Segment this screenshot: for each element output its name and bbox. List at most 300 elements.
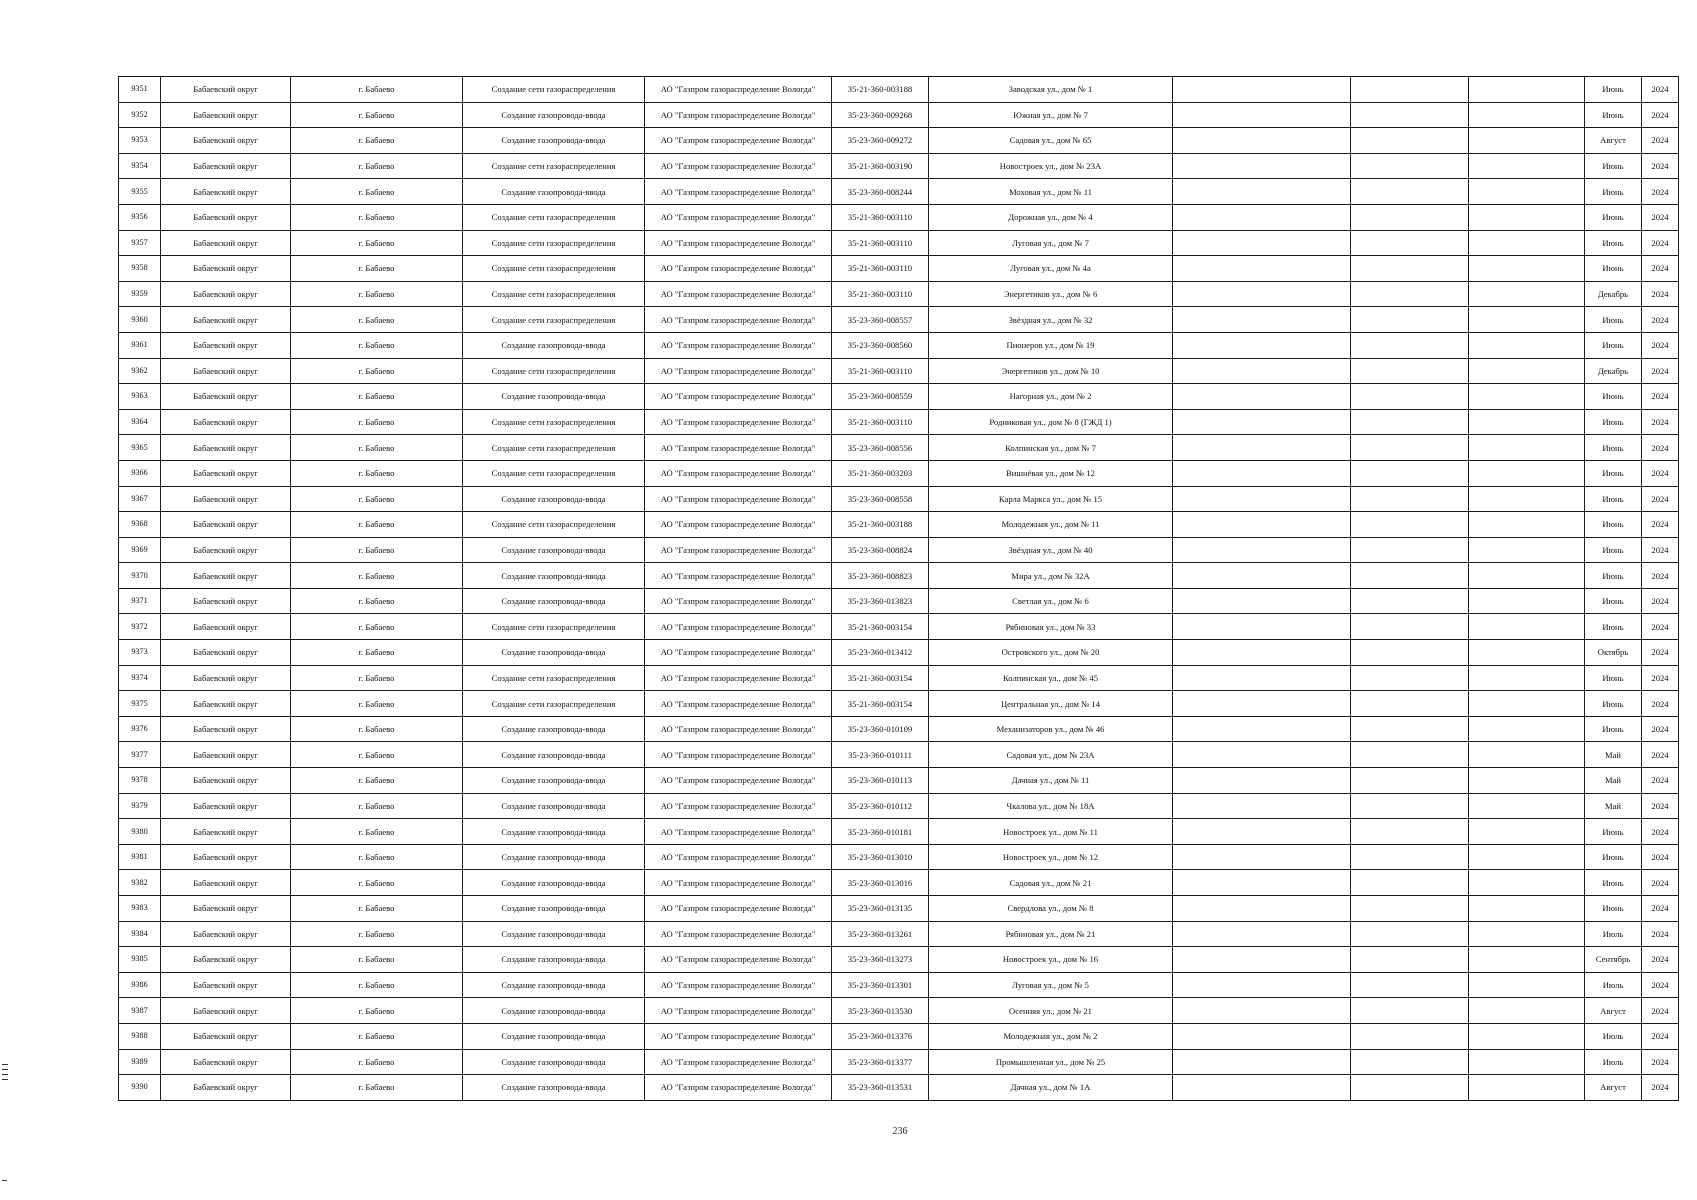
cadastral-number-cell: 35-23-360-008823 [832,563,929,589]
cadastral-number-cell: 35-23-360-010113 [832,768,929,794]
address-cell: Карла Маркса ул., дом № 15 [929,486,1173,512]
company-cell: АО "Газпром газораспределение Вологда" [645,972,832,998]
empty-cell [1173,972,1351,998]
table-row [119,972,1679,998]
empty-cell [1469,435,1585,461]
empty-cell [1469,409,1585,435]
row-number: 9373 [119,640,161,666]
year-cell: 2024 [1642,230,1679,256]
address-cell: Промышленная ул., дом № 25 [929,1049,1173,1075]
empty-cell [1173,844,1351,870]
year-cell: 2024 [1642,435,1679,461]
company-cell: АО "Газпром газораспределение Вологда" [645,256,832,282]
work-type-cell: Создание сети газораспределения [463,691,645,717]
table-row [119,409,1679,435]
work-type-cell: Создание газопровода-ввода [463,716,645,742]
table-row [119,947,1679,973]
table-row [119,665,1679,691]
town-cell: г. Бабаево [291,384,463,410]
cadastral-number-cell: 35-23-360-013261 [832,921,929,947]
work-type-cell: Создание газопровода-ввода [463,793,645,819]
work-type-cell: Создание сети газораспределения [463,307,645,333]
empty-cell [1351,435,1469,461]
empty-cell [1351,256,1469,282]
address-cell: Родниковая ул., дом № 8 (ГЖД 1) [929,409,1173,435]
town-cell: г. Бабаево [291,358,463,384]
work-type-cell: Создание газопровода-ввода [463,588,645,614]
district-cell: Бабаевский округ [161,665,291,691]
empty-cell [1469,102,1585,128]
town-cell: г. Бабаево [291,204,463,230]
empty-cell [1173,409,1351,435]
table-row [119,563,1679,589]
town-cell: г. Бабаево [291,896,463,922]
address-cell: Чкалова ул., дом № 18А [929,793,1173,819]
month-cell: Июнь [1585,409,1642,435]
company-cell: АО "Газпром газораспределение Вологда" [645,665,832,691]
year-cell: 2024 [1642,921,1679,947]
address-cell: Дачная ул., дом № 11 [929,768,1173,794]
district-cell: Бабаевский округ [161,716,291,742]
empty-cell [1173,716,1351,742]
row-number: 9376 [119,716,161,742]
cadastral-number-cell: 35-21-360-003110 [832,409,929,435]
empty-cell [1351,1075,1469,1101]
empty-cell [1469,588,1585,614]
cadastral-number-cell: 35-23-360-010112 [832,793,929,819]
work-type-cell: Создание газопровода-ввода [463,947,645,973]
empty-cell [1469,153,1585,179]
company-cell: АО "Газпром газораспределение Вологда" [645,1023,832,1049]
address-cell: Луговая ул., дом № 7 [929,230,1173,256]
empty-cell [1173,768,1351,794]
address-cell: Садовая ул., дом № 23А [929,742,1173,768]
row-number: 9379 [119,793,161,819]
empty-cell [1469,896,1585,922]
row-number: 9357 [119,230,161,256]
address-cell: Луговая ул., дом № 5 [929,972,1173,998]
cadastral-number-cell: 35-23-360-008560 [832,332,929,358]
page-number: 236 [892,1126,908,1137]
month-cell: Декабрь [1585,358,1642,384]
empty-cell [1351,819,1469,845]
year-cell: 2024 [1642,77,1679,103]
empty-cell [1351,716,1469,742]
month-cell: Май [1585,768,1642,794]
town-cell: г. Бабаево [291,563,463,589]
empty-cell [1351,921,1469,947]
row-number: 9387 [119,998,161,1024]
company-cell: АО "Газпром газораспределение Вологда" [645,691,832,717]
empty-cell [1351,691,1469,717]
address-cell: Садовая ул., дом № 21 [929,870,1173,896]
row-number: 9365 [119,435,161,461]
table-row [119,819,1679,845]
row-number: 9377 [119,742,161,768]
cadastral-number-cell: 35-23-360-013376 [832,1023,929,1049]
empty-cell [1173,640,1351,666]
empty-cell [1173,256,1351,282]
empty-cell [1469,665,1585,691]
year-cell: 2024 [1642,486,1679,512]
empty-cell [1469,870,1585,896]
cadastral-number-cell: 35-21-360-003110 [832,256,929,282]
empty-cell [1173,614,1351,640]
company-cell: АО "Газпром газораспределение Вологда" [645,153,832,179]
month-cell: Июнь [1585,870,1642,896]
address-cell: Дорожная ул., дом № 4 [929,204,1173,230]
empty-cell [1469,256,1585,282]
empty-cell [1351,588,1469,614]
district-cell: Бабаевский округ [161,128,291,154]
year-cell: 2024 [1642,716,1679,742]
empty-cell [1173,921,1351,947]
town-cell: г. Бабаево [291,870,463,896]
empty-cell [1351,460,1469,486]
month-cell: Июнь [1585,435,1642,461]
work-type-cell: Создание газопровода-ввода [463,1075,645,1101]
empty-cell [1173,512,1351,538]
empty-cell [1469,691,1585,717]
month-cell: Июнь [1585,384,1642,410]
work-type-cell: Создание сети газораспределения [463,358,645,384]
row-number: 9388 [119,1023,161,1049]
address-cell: Колпинская ул., дом № 7 [929,435,1173,461]
empty-cell [1173,537,1351,563]
company-cell: АО "Газпром газораспределение Вологда" [645,460,832,486]
empty-cell [1173,691,1351,717]
empty-cell [1173,742,1351,768]
town-cell: г. Бабаево [291,409,463,435]
empty-cell [1469,819,1585,845]
address-cell: Моховая ул., дом № 11 [929,179,1173,205]
address-cell: Механизаторов ул., дом № 46 [929,716,1173,742]
work-type-cell: Создание сети газораспределения [463,77,645,103]
empty-cell [1469,281,1585,307]
company-cell: АО "Газпром газораспределение Вологда" [645,358,832,384]
district-cell: Бабаевский округ [161,998,291,1024]
cadastral-number-cell: 35-23-360-010181 [832,819,929,845]
work-type-cell: Создание газопровода-ввода [463,819,645,845]
town-cell: г. Бабаево [291,332,463,358]
cadastral-number-cell: 35-23-360-009268 [832,102,929,128]
town-cell: г. Бабаево [291,153,463,179]
table-row [119,384,1679,410]
cadastral-number-cell: 35-21-360-003110 [832,358,929,384]
year-cell: 2024 [1642,281,1679,307]
cadastral-number-cell: 35-23-360-010111 [832,742,929,768]
row-number: 9372 [119,614,161,640]
empty-cell [1173,870,1351,896]
town-cell: г. Бабаево [291,512,463,538]
month-cell: Сентябрь [1585,947,1642,973]
town-cell: г. Бабаево [291,256,463,282]
cadastral-number-cell: 35-23-360-008559 [832,384,929,410]
district-cell: Бабаевский округ [161,742,291,768]
cadastral-number-cell: 35-21-360-003188 [832,512,929,538]
empty-cell [1469,332,1585,358]
district-cell: Бабаевский округ [161,921,291,947]
town-cell: г. Бабаево [291,588,463,614]
company-cell: АО "Газпром газораспределение Вологда" [645,384,832,410]
empty-cell [1351,77,1469,103]
address-cell: Энергетиков ул., дом № 10 [929,358,1173,384]
empty-cell [1351,486,1469,512]
table-row [119,256,1679,282]
table-row [119,588,1679,614]
year-cell: 2024 [1642,256,1679,282]
empty-cell [1351,896,1469,922]
month-cell: Июнь [1585,588,1642,614]
address-cell: Дачная ул., дом № 1А [929,1075,1173,1101]
address-cell: Звёздная ул., дом № 32 [929,307,1173,333]
empty-cell [1173,204,1351,230]
year-cell: 2024 [1642,742,1679,768]
district-cell: Бабаевский округ [161,614,291,640]
month-cell: Июнь [1585,204,1642,230]
table-row [119,1049,1679,1075]
cadastral-number-cell: 35-21-360-003190 [832,153,929,179]
town-cell: г. Бабаево [291,947,463,973]
table-row [119,998,1679,1024]
town-cell: г. Бабаево [291,742,463,768]
table-row [119,179,1679,205]
district-cell: Бабаевский округ [161,1075,291,1101]
year-cell: 2024 [1642,768,1679,794]
cadastral-number-cell: 35-21-360-003154 [832,614,929,640]
work-type-cell: Создание газопровода-ввода [463,1049,645,1075]
company-cell: АО "Газпром газораспределение Вологда" [645,102,832,128]
year-cell: 2024 [1642,614,1679,640]
table-row [119,844,1679,870]
cadastral-number-cell: 35-23-360-008824 [832,537,929,563]
year-cell: 2024 [1642,819,1679,845]
address-cell: Центральная ул., дом № 14 [929,691,1173,717]
address-cell: Южная ул., дом № 7 [929,102,1173,128]
empty-cell [1351,563,1469,589]
address-cell: Островского ул., дом № 20 [929,640,1173,666]
schedule-table [118,76,1679,1101]
row-number: 9385 [119,947,161,973]
town-cell: г. Бабаево [291,1049,463,1075]
row-number: 9352 [119,102,161,128]
work-type-cell: Создание газопровода-ввода [463,486,645,512]
row-number: 9354 [119,153,161,179]
district-cell: Бабаевский округ [161,435,291,461]
empty-cell [1469,537,1585,563]
table-row [119,486,1679,512]
year-cell: 2024 [1642,691,1679,717]
month-cell: Июнь [1585,332,1642,358]
town-cell: г. Бабаево [291,537,463,563]
empty-cell [1173,998,1351,1024]
company-cell: АО "Газпром газораспределение Вологда" [645,409,832,435]
empty-cell [1469,128,1585,154]
empty-cell [1469,614,1585,640]
district-cell: Бабаевский округ [161,102,291,128]
cadastral-number-cell: 35-23-360-010109 [832,716,929,742]
cadastral-number-cell: 35-23-360-013531 [832,1075,929,1101]
month-cell: Июнь [1585,896,1642,922]
company-cell: АО "Газпром газораспределение Вологда" [645,998,832,1024]
work-type-cell: Создание газопровода-ввода [463,384,645,410]
empty-cell [1173,230,1351,256]
address-cell: Мира ул., дом № 32А [929,563,1173,589]
empty-cell [1469,921,1585,947]
address-cell: Колпинская ул., дом № 45 [929,665,1173,691]
row-number: 9360 [119,307,161,333]
year-cell: 2024 [1642,537,1679,563]
district-cell: Бабаевский округ [161,384,291,410]
company-cell: АО "Газпром газораспределение Вологда" [645,896,832,922]
row-number: 9367 [119,486,161,512]
empty-cell [1351,972,1469,998]
month-cell: Июнь [1585,563,1642,589]
address-cell: Нагорная ул., дом № 2 [929,384,1173,410]
table-row [119,307,1679,333]
row-number: 9383 [119,896,161,922]
table-row [119,793,1679,819]
work-type-cell: Создание сети газораспределения [463,409,645,435]
company-cell: АО "Газпром газораспределение Вологда" [645,281,832,307]
year-cell: 2024 [1642,563,1679,589]
empty-cell [1173,384,1351,410]
empty-cell [1469,742,1585,768]
table-row [119,128,1679,154]
cadastral-number-cell: 35-21-360-003110 [832,281,929,307]
empty-cell [1173,102,1351,128]
table-row [119,742,1679,768]
empty-cell [1351,102,1469,128]
company-cell: АО "Газпром газораспределение Вологда" [645,179,832,205]
address-cell: Осенняя ул., дом № 21 [929,998,1173,1024]
empty-cell [1351,870,1469,896]
work-type-cell: Создание сети газораспределения [463,512,645,538]
empty-cell [1469,1049,1585,1075]
table-row [119,691,1679,717]
month-cell: Июнь [1585,230,1642,256]
empty-cell [1173,486,1351,512]
empty-cell [1469,204,1585,230]
district-cell: Бабаевский округ [161,307,291,333]
row-number: 9356 [119,204,161,230]
empty-cell [1351,1023,1469,1049]
empty-cell [1351,537,1469,563]
row-number: 9369 [119,537,161,563]
year-cell: 2024 [1642,460,1679,486]
cadastral-number-cell: 35-23-360-008244 [832,179,929,205]
month-cell: Июль [1585,1023,1642,1049]
empty-cell [1351,153,1469,179]
empty-cell [1351,844,1469,870]
year-cell: 2024 [1642,972,1679,998]
row-number: 9374 [119,665,161,691]
year-cell: 2024 [1642,998,1679,1024]
cadastral-number-cell: 35-23-360-013135 [832,896,929,922]
town-cell: г. Бабаево [291,665,463,691]
company-cell: АО "Газпром газораспределение Вологда" [645,230,832,256]
district-cell: Бабаевский округ [161,281,291,307]
empty-cell [1469,998,1585,1024]
empty-cell [1173,1049,1351,1075]
empty-cell [1351,742,1469,768]
address-cell: Энергетиков ул., дом № 6 [929,281,1173,307]
table-row [119,1023,1679,1049]
row-number: 9361 [119,332,161,358]
town-cell: г. Бабаево [291,460,463,486]
empty-cell [1173,896,1351,922]
cadastral-number-cell: 35-23-360-013016 [832,870,929,896]
empty-cell [1173,77,1351,103]
month-cell: Июнь [1585,614,1642,640]
company-cell: АО "Газпром газораспределение Вологда" [645,128,832,154]
row-number: 9389 [119,1049,161,1075]
district-cell: Бабаевский округ [161,870,291,896]
year-cell: 2024 [1642,332,1679,358]
year-cell: 2024 [1642,204,1679,230]
work-type-cell: Создание сети газораспределения [463,204,645,230]
empty-cell [1351,793,1469,819]
cadastral-number-cell: 35-21-360-003203 [832,460,929,486]
empty-cell [1173,332,1351,358]
empty-cell [1469,307,1585,333]
year-cell: 2024 [1642,307,1679,333]
address-cell: Новостроек ул., дом № 12 [929,844,1173,870]
table-row [119,614,1679,640]
work-type-cell: Создание сети газораспределения [463,256,645,282]
district-cell: Бабаевский округ [161,1023,291,1049]
row-number: 9386 [119,972,161,998]
empty-cell [1469,358,1585,384]
empty-cell [1469,793,1585,819]
empty-cell [1351,332,1469,358]
company-cell: АО "Газпром газораспределение Вологда" [645,512,832,538]
month-cell: Июль [1585,1049,1642,1075]
empty-cell [1469,563,1585,589]
work-type-cell: Создание газопровода-ввода [463,972,645,998]
work-type-cell: Создание газопровода-ввода [463,640,645,666]
row-number: 9366 [119,460,161,486]
cadastral-number-cell: 35-23-360-008557 [832,307,929,333]
table-row [119,102,1679,128]
table-row [119,1075,1679,1101]
year-cell: 2024 [1642,1049,1679,1075]
month-cell: Июль [1585,921,1642,947]
row-number: 9368 [119,512,161,538]
year-cell: 2024 [1642,870,1679,896]
table-row [119,870,1679,896]
company-cell: АО "Газпром газораспределение Вологда" [645,921,832,947]
address-cell: Садовая ул., дом № 65 [929,128,1173,154]
cadastral-number-cell: 35-21-360-003110 [832,204,929,230]
company-cell: АО "Газпром газораспределение Вологда" [645,640,832,666]
table-row [119,435,1679,461]
town-cell: г. Бабаево [291,716,463,742]
row-number: 9351 [119,77,161,103]
empty-cell [1173,588,1351,614]
row-number: 9382 [119,870,161,896]
work-type-cell: Создание газопровода-ввода [463,998,645,1024]
month-cell: Май [1585,742,1642,768]
empty-cell [1469,460,1585,486]
year-cell: 2024 [1642,179,1679,205]
empty-cell [1351,307,1469,333]
work-type-cell: Создание сети газораспределения [463,665,645,691]
month-cell: Июнь [1585,256,1642,282]
district-cell: Бабаевский округ [161,256,291,282]
company-cell: АО "Газпром газораспределение Вологда" [645,614,832,640]
town-cell: г. Бабаево [291,640,463,666]
